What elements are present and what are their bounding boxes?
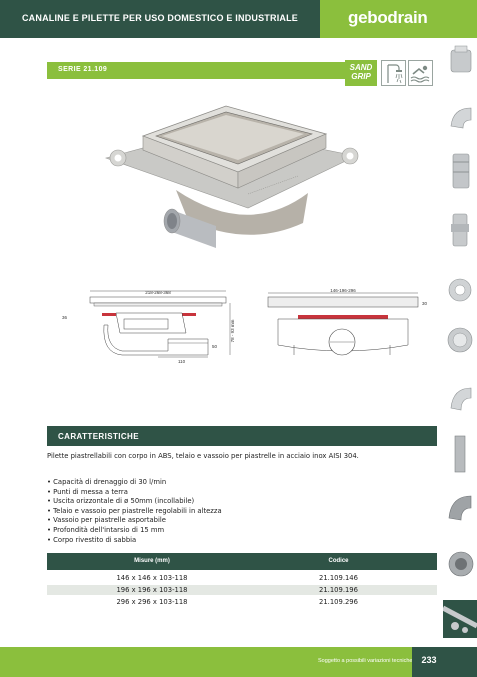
cell-size: 146 x 146 x 103-118 — [116, 574, 188, 582]
dim-width-left: 218-268-368 — [145, 290, 171, 295]
feature-item: • Punti di messa a terra — [47, 488, 222, 498]
sidebar-pipe-icon[interactable] — [443, 432, 477, 476]
sidebar-channel-drain-icon[interactable] — [443, 596, 477, 642]
shower-icon — [381, 60, 406, 86]
feature-item: • Vassoio per piastrelle asportabile — [47, 516, 222, 526]
features-list — [47, 478, 222, 545]
sidebar-floor-drain-icon[interactable] — [443, 542, 477, 582]
table-row — [47, 573, 437, 583]
sidebar-elbow-icon[interactable] — [443, 98, 477, 138]
feature-item: • Corpo rivestito di sabbia — [47, 536, 222, 546]
dim-left-left: 36 — [62, 315, 68, 320]
sidebar-coupling-icon[interactable] — [443, 210, 477, 250]
page-title: CANALINE E PILETTE PER USO DOMESTICO E INDUSTRIALE — [21, 13, 299, 23]
dim-width-right: 146-196-296 — [330, 288, 356, 293]
feature-item: • Capacità di drenaggio di 30 l/min — [47, 478, 222, 488]
table-header-code: Codice — [328, 558, 349, 564]
sidebar-clamp-icon[interactable] — [443, 272, 477, 308]
table-header-size: Misure (mm) — [134, 558, 170, 564]
sidebar-bend-icon[interactable] — [443, 378, 477, 418]
sand-grip-badge — [345, 60, 377, 86]
page-number: 233 — [421, 655, 437, 665]
cell-size: 296 x 296 x 103-118 — [116, 598, 188, 606]
cell-size: 196 x 196 x 103-118 — [116, 586, 188, 594]
dim-outlet-left: 50 — [212, 344, 218, 349]
sand-grip-line1: SAND — [349, 63, 373, 72]
cell-code: 21.109.146 — [319, 574, 358, 582]
drawing-left — [58, 285, 238, 367]
table-row — [47, 597, 437, 607]
footer-note: Soggetto a possibili variazioni tecniche — [318, 658, 413, 664]
feature-item: • Profondità dell'intarsio di 15 mm — [47, 526, 222, 536]
sidebar-flange-icon[interactable] — [443, 322, 477, 358]
sidebar-elbow-metal-icon[interactable] — [443, 488, 477, 528]
cell-code: 21.109.196 — [319, 586, 358, 594]
table-row — [47, 585, 437, 595]
dim-height-left: 78 - 93 mm — [230, 319, 235, 343]
series-label: SERIE 21.109 — [58, 66, 108, 73]
cell-code: 21.109.296 — [319, 598, 358, 606]
dim-right-right: 30 — [422, 301, 428, 306]
sand-grip-line2: GRIP — [351, 72, 371, 81]
product-description: Pilette piastrellabili con corpo in ABS, telaio e vassoio per piastrelle in acciaio inox AISI 304. — [47, 452, 359, 460]
drawing-right — [238, 285, 438, 367]
sidebar-fitting-icon[interactable] — [443, 150, 477, 192]
sidebar-trap-icon[interactable] — [443, 42, 477, 82]
swimmer-icon — [408, 60, 433, 86]
characteristics-title: CARATTERISTICHE — [58, 432, 139, 441]
feature-item: • Telaio e vassoio per piastrelle regolabili in altezza — [47, 507, 222, 517]
feature-item: • Uscita orizzontale di ø 50mm (incollabile) — [47, 497, 222, 507]
dim-bottom-left: 110 — [178, 359, 186, 364]
product-photo — [98, 98, 366, 266]
brand-logo: gebodrain — [348, 8, 428, 27]
